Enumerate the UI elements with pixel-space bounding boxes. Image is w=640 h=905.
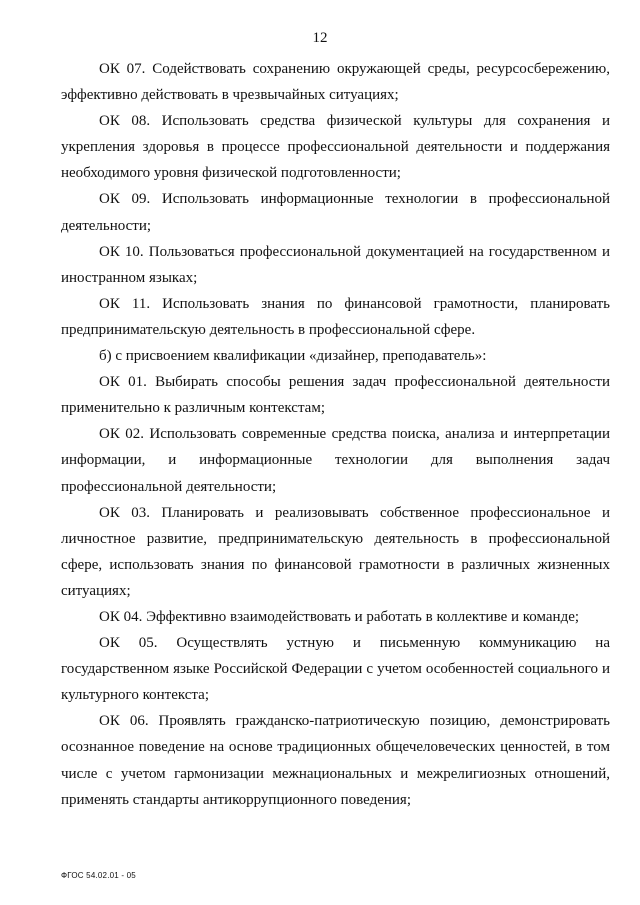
page-number: 12 [312, 30, 328, 46]
paragraph-ok-06: ОК 06. Проявлять гражданско-патриотическую позицию, демонстрировать осознанное поведение на основе традиционных общечеловеческих ценностей, в том числе с учетом гармонизации межнациональных и межрелигиозных отношений, применять стандарты антикоррупционного поведения; [61, 713, 610, 808]
paragraph-ok-10: ОК 10. Пользоваться профессиональной документацией на государственном и иностранном языках; [61, 243, 610, 286]
paragraph-ok-03: ОК 03. Планировать и реализовывать собственное профессиональное и личностное развитие, предпринимательскую деятельность в профессиональной сфере, использовать знания по финансовой грамотности в различных жизненных ситуациях; [61, 504, 610, 599]
paragraph-ok-05: ОК 05. Осуществлять устную и письменную коммуникацию на государственном языке Российской Федерации с учетом особенностей социального и культурного контекста; [61, 635, 610, 704]
document-body [61, 56, 610, 813]
paragraph-ok-02: ОК 02. Использовать современные средства поиска, анализа и интерпретации информации, и информационные технологии для выполнения задач профессиональной деятельности; [61, 426, 610, 495]
paragraph-ok-11: ОК 11. Использовать знания по финансовой грамотности, планировать предпринимательскую деятельность в профессиональной сфере. [61, 295, 610, 338]
paragraph-qualification-heading: б) с присвоением квалификации «дизайнер, преподаватель»: [99, 348, 487, 365]
paragraph-ok-09: ОК 09. Использовать информационные технологии в профессиональной деятельности; [61, 191, 610, 234]
paragraph-ok-08: ОК 08. Использовать средства физической культуры для сохранения и укрепления здоровья в процессе профессиональной деятельности и поддержания необходимого уровня физической подготовленности; [61, 113, 610, 182]
document-code-footer: ФГОС 54.02.01 - 05 [61, 871, 136, 880]
paragraph-ok-07: ОК 07. Содействовать сохранению окружающей среды, ресурсосбережению, эффективно действовать в чрезвычайных ситуациях; [61, 61, 610, 104]
paragraph-ok-04: ОК 04. Эффективно взаимодействовать и работать в коллективе и команде; [99, 608, 580, 625]
paragraph-ok-01: ОК 01. Выбирать способы решения задач профессиональной деятельности применительно к различным контекстам; [61, 374, 610, 417]
